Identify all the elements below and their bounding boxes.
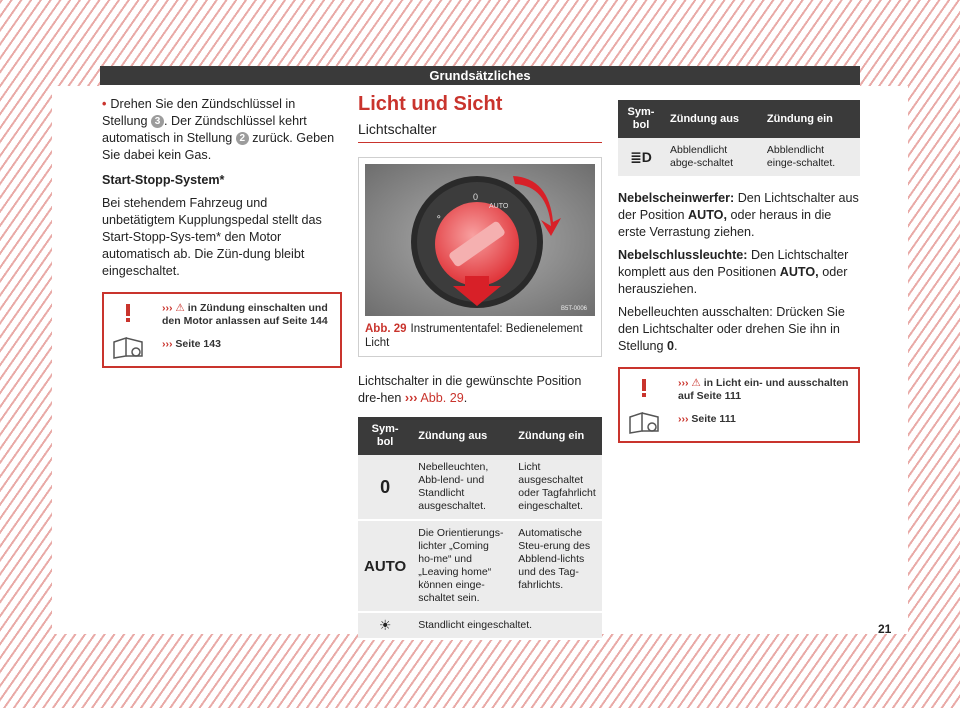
parking-light-icon: ☀ bbox=[358, 612, 412, 639]
column-header-ignition-on: Zündung ein bbox=[512, 417, 602, 455]
warning-triangle-icon bbox=[632, 377, 656, 399]
section-header: Grundsätzliches bbox=[100, 66, 860, 85]
fog-lights-paragraph: Nebelscheinwerfer: Den Lichtschalter aus der Position AUTO, oder heraus in die erste Verrastung ziehen. bbox=[618, 191, 859, 239]
svg-text:AUTO: AUTO bbox=[489, 203, 509, 210]
table-row: 0 Nebelleuchten, Abb-lend- und Standlicht ausgeschaltet. Licht ausgeschaltet oder Tagfahrlicht eingeschaltet. bbox=[358, 455, 602, 520]
column-header-ignition-off: Zündung aus bbox=[664, 100, 761, 138]
section-subtitle: Lichtschalter bbox=[358, 121, 602, 143]
page-number: 21 bbox=[878, 622, 892, 636]
low-beam-icon: ≣D bbox=[618, 138, 664, 177]
column-left bbox=[102, 96, 342, 368]
book-icon bbox=[112, 334, 146, 360]
table-row: ☀ Standlicht eingeschaltet. bbox=[358, 612, 602, 639]
body-paragraph: Bei stehendem Fahrzeug und unbetätigtem Kupplungspedal stellt das Start-Stopp-Sys-tem* den Motor automatisch ab. Die Zün-dung bleibt eingeschaltet. bbox=[102, 196, 322, 278]
light-switch-photo bbox=[365, 164, 595, 316]
column-header-symbol: Sym-bol bbox=[618, 100, 664, 138]
intro-paragraph: Lichtschalter in die gewünschte Position dre-hen ››› Abb. 29. bbox=[358, 374, 582, 405]
bullet-icon: • bbox=[102, 97, 107, 111]
figure-light-switch bbox=[358, 157, 602, 357]
subheading: Start-Stopp-System* bbox=[102, 173, 225, 187]
svg-text:B5T-0006: B5T-0006 bbox=[561, 306, 588, 312]
warning-note-box bbox=[618, 367, 860, 443]
rear-fog-paragraph: Nebelschlussleuchte: Den Lichtschalter komplett aus den Positionen AUTO, oder herausziehen. bbox=[618, 248, 849, 296]
fog-off-paragraph: Nebelleuchten ausschalten: Drücken Sie den Lichtschalter oder drehen Sie ihn in Stellung 0. bbox=[618, 305, 845, 353]
warning-triangle-icon bbox=[116, 302, 140, 324]
column-right bbox=[618, 100, 860, 443]
step-number-badge: 3 bbox=[151, 115, 164, 128]
table-row: ≣D Abblendlicht abge-schaltet Abblendlicht einge-schaltet. bbox=[618, 138, 860, 177]
symbol-cell: 0 bbox=[358, 455, 412, 520]
bullet-paragraph: • Drehen Sie den Zündschlüssel in Stellung 3 . Der Zündschlüssel kehrt automatisch in Stellung 2 zurück. Geben Sie dabei kein Gas. bbox=[102, 97, 335, 162]
page-reference[interactable]: ››› Seite 111 bbox=[678, 413, 736, 425]
section-title: Licht und Sicht bbox=[358, 93, 503, 115]
column-header-ignition-on: Zündung ein bbox=[761, 100, 860, 138]
warning-reference[interactable]: ››› ⚠ in Zündung einschalten und den Motor anlassen auf Seite 144 bbox=[162, 302, 328, 327]
svg-text:0: 0 bbox=[473, 192, 479, 202]
svg-text:⚬: ⚬ bbox=[435, 213, 443, 223]
switch-positions-table bbox=[358, 417, 602, 640]
column-middle bbox=[358, 93, 602, 640]
symbol-cell: AUTO bbox=[358, 520, 412, 612]
figure-link[interactable]: Abb. 29 bbox=[420, 391, 464, 405]
warning-reference[interactable]: ››› ⚠ in Licht ein- und ausschalten auf Seite 111 bbox=[678, 377, 849, 402]
page-reference[interactable]: ››› Seite 143 bbox=[162, 338, 221, 350]
low-beam-table bbox=[618, 100, 860, 178]
step-number-badge: 2 bbox=[236, 132, 249, 145]
column-header-ignition-off: Zündung aus bbox=[412, 417, 512, 455]
table-row: AUTO Die Orientierungs-lichter „Coming ho-me“ und „Leaving home“ können einge-schaltet sein. Automatische Steu-erung des Abblend-lichts und des Tag-fahrlichts. bbox=[358, 520, 602, 612]
column-header-symbol: Sym-bol bbox=[358, 417, 412, 455]
warning-note-box bbox=[102, 292, 342, 368]
book-icon bbox=[628, 409, 662, 435]
figure-caption: Abb. 29 Instrumententafel: Bedienelement Licht bbox=[365, 323, 583, 349]
